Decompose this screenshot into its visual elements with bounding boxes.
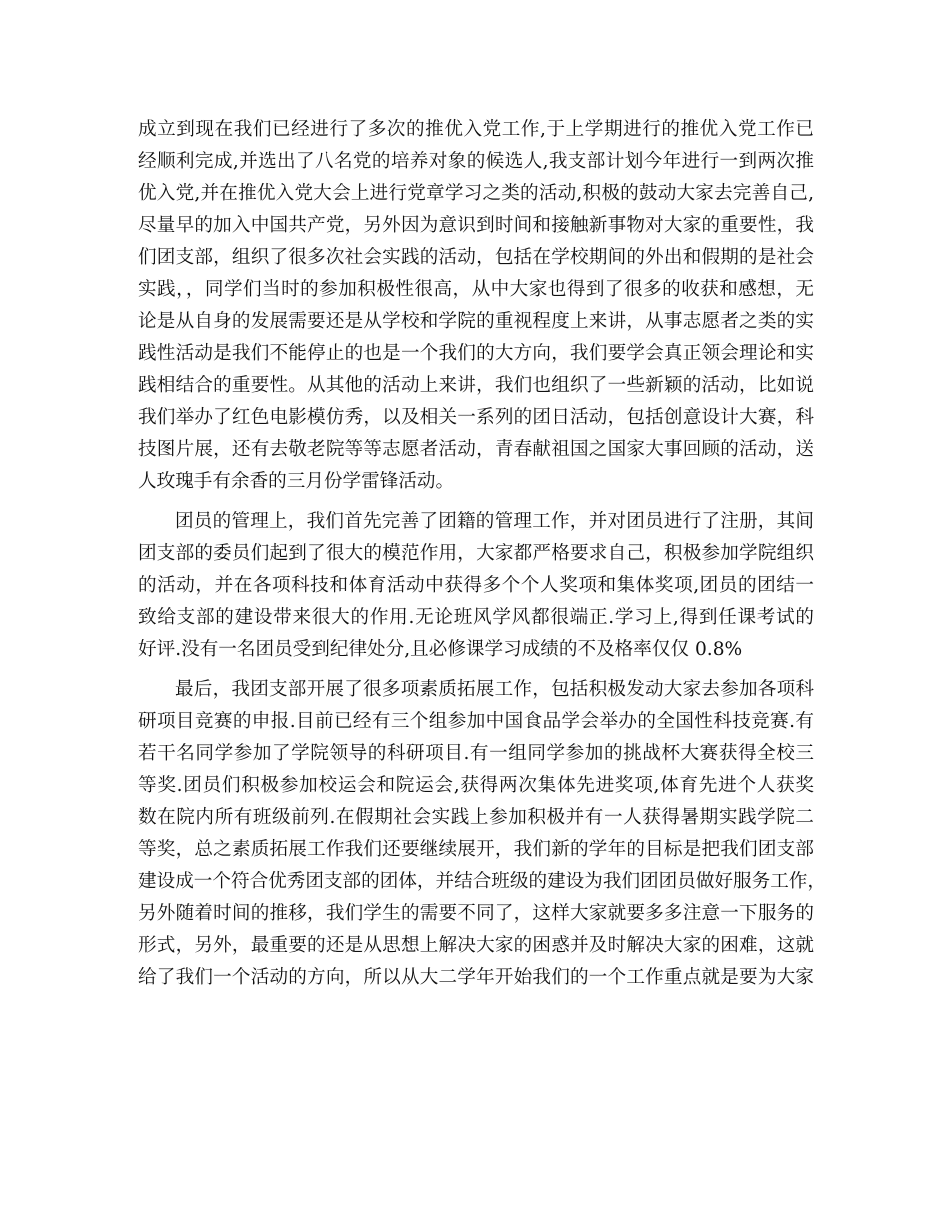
text-line: 经顺利完成,并选出了八名党的培养对象的候选人,我支部计划今年进行一到两次推	[138, 151, 814, 172]
paragraph-spacer	[138, 498, 814, 506]
document-body	[138, 114, 826, 994]
paragraph-2	[138, 506, 814, 666]
paragraph-1	[138, 114, 814, 498]
paragraph-spacer	[138, 666, 814, 674]
text-line: 若干名同学参加了学院领导的科研项目.有一组同学参加的挑战杯大赛获得全校三	[138, 743, 814, 764]
text-line: 人玫瑰手有余香的三月份学雷锋活动。	[138, 471, 455, 492]
text-line: 等奖，总之素质拓展工作我们还要继续展开，我们新的学年的目标是把我们团支部	[138, 839, 814, 860]
text-line: 优入党,并在推优入党大会上进行党章学习之类的活动,积极的鼓动大家去完善自己,	[138, 183, 814, 204]
text-line: 最后，我团支部开展了很多项素质拓展工作，包括积极发动大家去参加各项科	[175, 679, 814, 700]
text-line: 实践，，同学们当时的参加积极性很高，从中大家也得到了很多的收获和感想，无	[138, 279, 814, 300]
text-line: 研项目竞赛的申报.目前已经有三个组参加中国食品学会举办的全国性科技竞赛.有	[138, 711, 814, 732]
text-line: 给了我们一个活动的方向，所以从大二学年开始我们的一个工作重点就是要为大家	[138, 967, 814, 988]
text-line: 的活动，并在各项科技和体育活动中获得多个个人奖项和集体奖项,团员的团结一	[138, 575, 814, 596]
text-line: 成立到现在我们已经进行了多次的推优入党工作,于上学期进行的推优入党工作已	[138, 119, 814, 140]
text-line: 好评.没有一名团员受到纪律处分,且必修课学习成绩的不及格率仅仅 0.8%	[138, 639, 743, 660]
text-line: 们团支部，组织了很多次社会实践的活动，包括在学校期间的外出和假期的是社会	[138, 247, 814, 268]
text-line: 论是从自身的发展需要还是从学校和学院的重视程度上来讲，从事志愿者之类的实	[138, 311, 814, 332]
text-line: 团支部的委员们起到了很大的模范作用，大家都严格要求自己，积极参加学院组织	[138, 543, 814, 564]
text-line: 形式，另外，最重要的还是从思想上解决大家的困惑并及时解决大家的困难，这就	[138, 935, 814, 956]
text-line: 技图片展，还有去敬老院等等志愿者活动，青春献祖国之国家大事回顾的活动，送	[138, 439, 814, 460]
text-line: 建设成一个符合优秀团支部的团体，并结合班级的建设为我们团团员做好服务工作，	[138, 871, 826, 892]
text-line: 践相结合的重要性。从其他的活动上来讲，我们也组织了一些新颖的活动，比如说	[138, 375, 814, 396]
text-line: 团员的管理上，我们首先完善了团籍的管理工作，并对团员进行了注册，其间	[175, 511, 814, 532]
text-line: 等奖.团员们积极参加校运会和院运会,获得两次集体先进奖项,体育先进个人获奖	[138, 775, 814, 796]
text-line: 另外随着时间的推移，我们学生的需要不同了，这样大家就要多多注意一下服务的	[138, 903, 814, 924]
text-line: 我们举办了红色电影模仿秀，以及相关一系列的团日活动，包括创意设计大赛，科	[138, 407, 814, 428]
text-line: 致给支部的建设带来很大的作用.无论班风学风都很端正.学习上,得到任课考试的	[138, 607, 814, 628]
paragraph-3	[138, 674, 826, 994]
text-line: 尽量早的加入中国共产党，另外因为意识到时间和接触新事物对大家的重要性，我	[138, 215, 814, 236]
text-line: 数在院内所有班级前列.在假期社会实践上参加积极并有一人获得暑期实践学院二	[138, 807, 814, 828]
text-line: 践性活动是我们不能停止的也是一个我们的大方向，我们要学会真正领会理论和实	[138, 343, 814, 364]
